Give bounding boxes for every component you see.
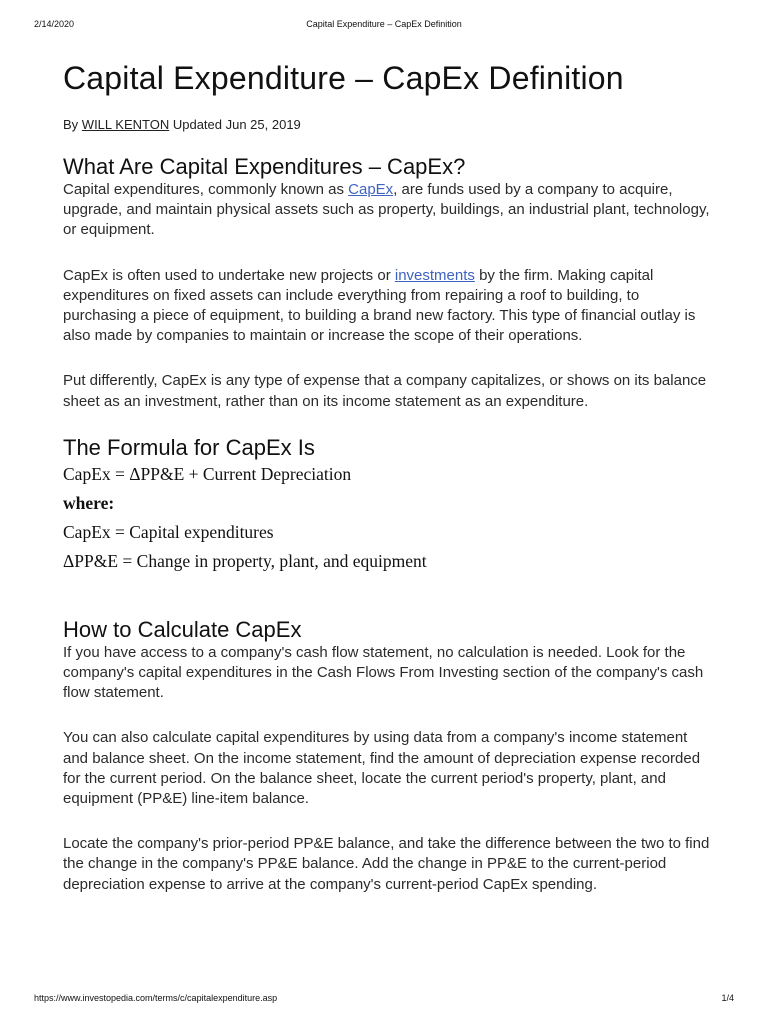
print-footer — [0, 993, 768, 1013]
paragraph: Put differently, CapEx is any type of expense that a company capitalizes, or shows on its balance sheet as an investment, rather than on its income statement as an expenditure. — [63, 372, 707, 410]
paragraph: You can also calculate capital expenditures by using data from a company's income statement and balance sheet. On the income statement, find the amount of depreciation expense recorded for the current period. On the balance sheet, locate the current period's property, plant, and equipment (PP&E) line-item balance. — [63, 729, 701, 808]
paragraph: Capital expenditures, commonly known as CapEx, are funds used by a company to acquire, upgrade, and maintain physical assets such as property, buildings, an industrial plant, technology, or equipment. — [63, 181, 710, 239]
byline — [63, 116, 713, 133]
print-date: 2/14/2020 — [34, 19, 75, 29]
formula-definition: CapEx = Capital expenditures — [63, 521, 274, 542]
author-link[interactable]: WILL KENTON — [81, 117, 170, 132]
investments-link[interactable]: investments — [394, 266, 475, 284]
print-page-title: Capital Expenditure – CapEx Definition — [306, 19, 462, 29]
formula-where: where: — [63, 492, 115, 513]
paragraph: CapEx is often used to undertake new projects or investments by the firm. Making capital expenditures on fixed assets can include everything from repairing a roof to building, to purchasing a piece of equipment, to building a brand new factory. This type of financial outlay is also made by companies to maintain or increase the scope of their operations. — [63, 266, 696, 345]
page-url: https://www.investopedia.com/terms/c/capitalexpenditure.asp — [34, 993, 278, 1003]
formula-equation: CapEx = ΔPP&E + Current Depreciation — [63, 463, 352, 484]
paragraph: If you have access to a company's cash flow statement, no calculation is needed. Look for the company's capital expenditures in the Cash Flows From Investing section of the company's cash flow statement. — [63, 643, 704, 702]
section-heading-calculate: How to Calculate CapEx — [63, 616, 302, 642]
print-header — [0, 0, 768, 30]
formula-definition: ΔPP&E = Change in property, plant, and equipment — [63, 550, 427, 571]
paragraph: Locate the company's prior-period PP&E balance, and take the difference between the two to find the change in the company's PP&E balance. Add the change in PP&E to the current-period depreciation expense to arrive at the company's current-period CapEx spending. — [63, 835, 710, 893]
capex-link[interactable]: CapEx — [348, 181, 394, 198]
page-title: Capital Expenditure – CapEx Definition — [63, 60, 624, 96]
page-number: 1/4 — [721, 993, 734, 1003]
section-heading-formula: The Formula for CapEx Is — [63, 434, 315, 460]
section-heading-what: What Are Capital Expenditures – CapEx? — [63, 154, 466, 179]
updated-date: Updated Jun 25, 2019 — [172, 117, 301, 132]
article — [63, 58, 713, 895]
byline-prefix: By — [63, 117, 79, 132]
